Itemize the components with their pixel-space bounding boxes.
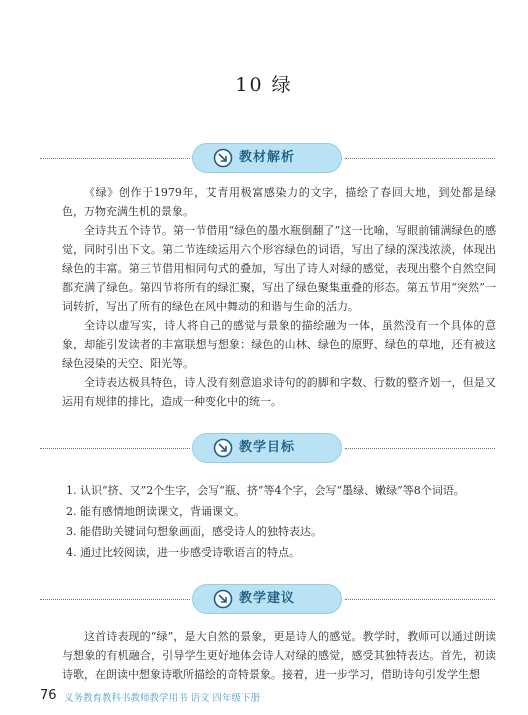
arrow-circle-icon	[213, 438, 233, 458]
section-header-goals	[40, 433, 495, 465]
dotted-divider-right	[345, 599, 495, 600]
section-header-analysis	[40, 143, 495, 175]
arrow-circle-icon	[213, 148, 233, 168]
dotted-divider-left	[40, 158, 190, 159]
paragraph: 《绿》创作于1979年，艾青用极富感染力的文字，描绘了春回大地，到处都是绿色，万物充满生机的景象。	[62, 186, 496, 218]
paragraph: 全诗共五个诗节。第一节借用“绿色的墨水瓶倒翻了”这一比喻，写眼前铺满绿色的感觉，同时引出下文。第二节连续运用六个形容绿色的词语，写出了绿的深浅浓淡，体现出绿色的丰富。第三节借用相同句式的叠加，写出了诗人对绿的感觉，表现出整个自然空间都充满了绿色。第四节将所有的绿汇聚，写出了绿色聚集重叠的形态。第五节用“突然”一词转折，写出了所有的绿色在风中舞动的和谐与生命的活力。	[62, 224, 496, 313]
paragraph: 这首诗表现的“绿”，是大自然的景象，更是诗人的感觉。教学时，教师可以通过朗读与想象的有机融合，引导学生更好地体会诗人对绿的感觉，感受其独特表达。首先，初读诗歌，在朗读中想象诗歌所描绘的奇特景象。接着，进一步学习，借助诗句引发学生想	[62, 630, 496, 681]
section-heading: 教学目标	[239, 440, 296, 455]
section-header-suggestions	[40, 584, 495, 616]
goal-item: 1. 认识“挤、又”2个生字，会写“瓶、挤”等4个字，会写“墨绿、嫩绿”等8个词语。	[66, 484, 465, 497]
dotted-divider-left	[40, 599, 190, 600]
goals-list	[66, 481, 506, 563]
dotted-divider-right	[345, 448, 495, 449]
page-footer	[40, 688, 490, 706]
goal-item: 2. 能有感情地朗读课文，背诵课文。	[66, 504, 245, 518]
paragraph: 全诗表达极具特色，诗人没有刻意追求诗句的韵脚和字数、行数的整齐划一，但是又运用有规律的排比，造成一种变化中的统一。	[62, 376, 496, 408]
section-label-pill	[192, 584, 342, 614]
goal-item: 3. 能借助关键词句想象画面，感受诗人的独特表达。	[66, 525, 322, 538]
paragraph: 全诗以虚写实，诗人将自己的感觉与景象的描绘融为一体，虽然没有一个具体的意象，却能引发读者的丰富联想与想象：绿色的山林、绿色的原野、绿色的草地，还有被这绿色浸染的天空、阳光等。	[62, 319, 496, 370]
dotted-divider-right	[345, 158, 495, 159]
section-label-pill	[192, 433, 342, 463]
goal-item: 4. 通过比较阅读，进一步感受诗歌语言的特点。	[66, 545, 300, 559]
section-heading: 教材解析	[239, 150, 296, 165]
arrow-circle-icon	[213, 589, 233, 609]
book-title: 义务教育教科书教师教学用书 语文 四年级下册	[64, 693, 261, 704]
page-title: 10 绿	[235, 74, 293, 96]
section-heading: 教学建议	[239, 591, 296, 606]
section-label-pill	[192, 143, 342, 173]
page-number: 76	[40, 688, 57, 703]
dotted-divider-left	[40, 448, 190, 449]
